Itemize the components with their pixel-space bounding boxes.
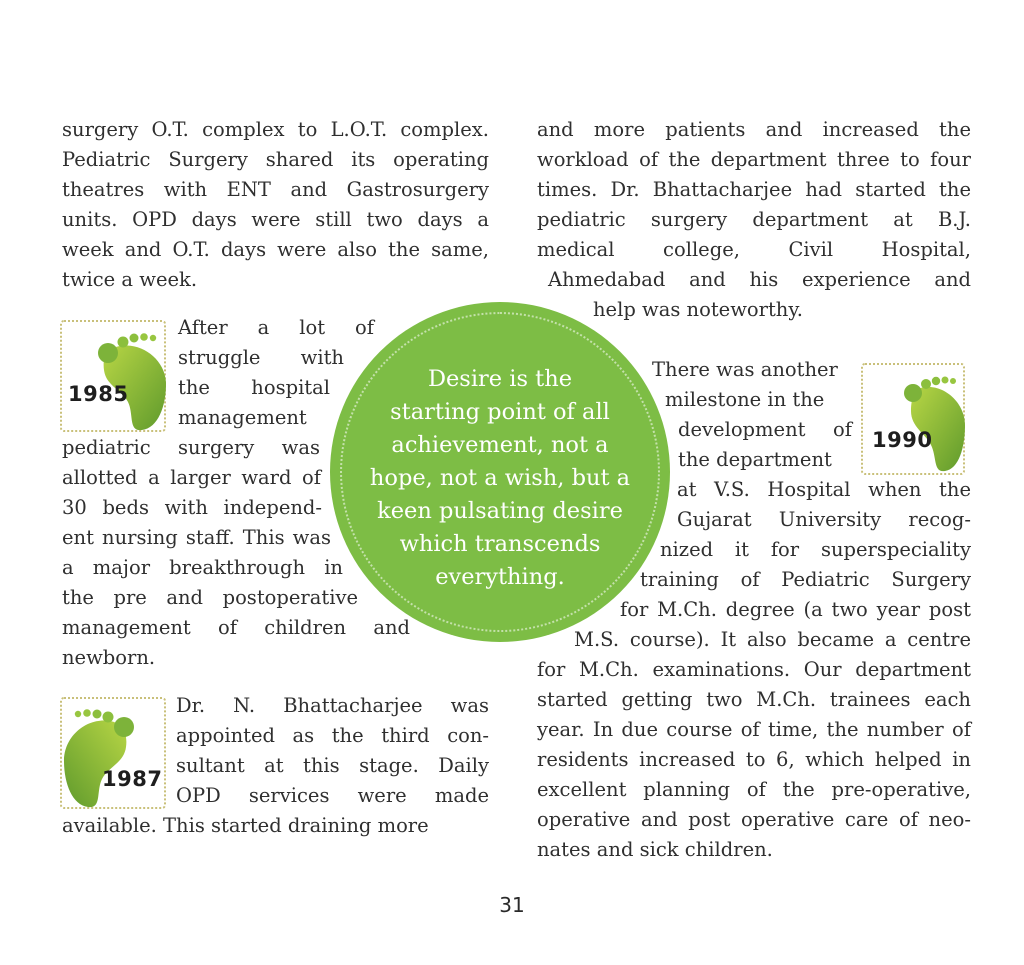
paragraph-line: M.S. course). It also became a centre [574, 628, 971, 651]
paragraph-line: help was noteworthy. [593, 298, 803, 321]
paragraph-line: OPD services were made [176, 784, 489, 807]
quote-line: keen pulsating desire [377, 498, 623, 524]
paragraph-line: nates and sick children. [537, 838, 773, 861]
paragraph-line: available. This started draining more [62, 814, 429, 837]
year-label: 1987 [102, 767, 163, 791]
quote-line: Desire is the [427, 366, 573, 392]
quote-line: hope, not a wish, but a [369, 465, 631, 491]
footprint-icon [62, 322, 168, 434]
quote-line: everything. [435, 564, 565, 590]
paragraph-line: and more patients and increased the [537, 118, 971, 141]
paragraph-line: newborn. [62, 646, 156, 669]
paragraph-line: training of Pediatric Surgery [640, 568, 971, 591]
paragraph-line: management [178, 406, 307, 429]
paragraph-line: There was another [652, 358, 838, 381]
paragraph-line: 30 beds with independ- [62, 496, 322, 519]
quote-line: starting point of all [390, 399, 610, 425]
year-badge-1987 [60, 697, 166, 809]
paragraph-line: Pediatric Surgery shared its operating [62, 148, 489, 171]
paragraph-line: ent nursing staff. This was [62, 526, 331, 549]
footprint-icon [62, 699, 168, 811]
paragraph-line: sultant at this stage. Daily [176, 754, 489, 777]
quote-line: achievement, not a [391, 432, 609, 458]
paragraph-line: residents increased to 6, which helped in [537, 748, 971, 771]
paragraph-line: pediatric surgery was [62, 436, 320, 459]
paragraph-line: excellent planning of the pre-operative, [537, 778, 971, 801]
paragraph-line: twice a week. [62, 268, 198, 291]
paragraph-line: the hospital [178, 376, 330, 399]
paragraph-line: Ahmedabad and his experience and [548, 268, 971, 291]
paragraph-line: struggle with [178, 346, 344, 369]
paragraph-line: times. Dr. Bhattacharjee had started the [537, 178, 971, 201]
paragraph-line: operative and post operative care of neo- [537, 808, 971, 831]
paragraph-line: Dr. N. Bhattacharjee was [176, 694, 489, 717]
year-label: 1985 [68, 382, 129, 406]
paragraph-line: development of [678, 418, 852, 441]
paragraph-line: for M.Ch. degree (a two year post [620, 598, 971, 621]
paragraph-line: pediatric surgery department at B.J. [537, 208, 971, 231]
paragraph-line: week and O.T. days were also the same, [62, 238, 489, 261]
paragraph-line: nized it for superspeciality [660, 538, 971, 561]
paragraph-line: management of children and [62, 616, 410, 639]
paragraph-line: Gujarat University recog- [677, 508, 971, 531]
paragraph-line: a major breakthrough in [62, 556, 343, 579]
paragraph-line: theatres with ENT and Gastrosurgery [62, 178, 489, 201]
paragraph-line: medical college, Civil Hospital, [537, 238, 971, 261]
paragraph-line: for M.Ch. examinations. Our department [537, 658, 971, 681]
year-badge-1985 [60, 320, 166, 432]
quote-circle [330, 302, 670, 642]
paragraph-line: the department [678, 448, 832, 471]
paragraph-line: appointed as the third con- [176, 724, 489, 747]
paragraph-line: year. In due course of time, the number of [537, 718, 971, 741]
paragraph-line: allotted a larger ward of [62, 466, 321, 489]
paragraph-line: the pre and postoperative [62, 586, 358, 609]
page-number: 31 [499, 893, 525, 917]
quote-line: which transcends [399, 531, 601, 557]
footprint-icon [863, 365, 967, 477]
paragraph-line: started getting two M.Ch. trainees each [537, 688, 971, 711]
paragraph-line: units. OPD days were still two days a [62, 208, 489, 231]
paragraph-line: surgery O.T. complex to L.O.T. complex. [62, 118, 489, 141]
paragraph-line: at V.S. Hospital when the [677, 478, 971, 501]
paragraph-line: After a lot of [178, 316, 374, 339]
paragraph-line: milestone in the [665, 388, 825, 411]
year-label: 1990 [872, 428, 933, 452]
year-badge-1990 [861, 363, 965, 475]
paragraph-line: workload of the department three to four [537, 148, 971, 171]
